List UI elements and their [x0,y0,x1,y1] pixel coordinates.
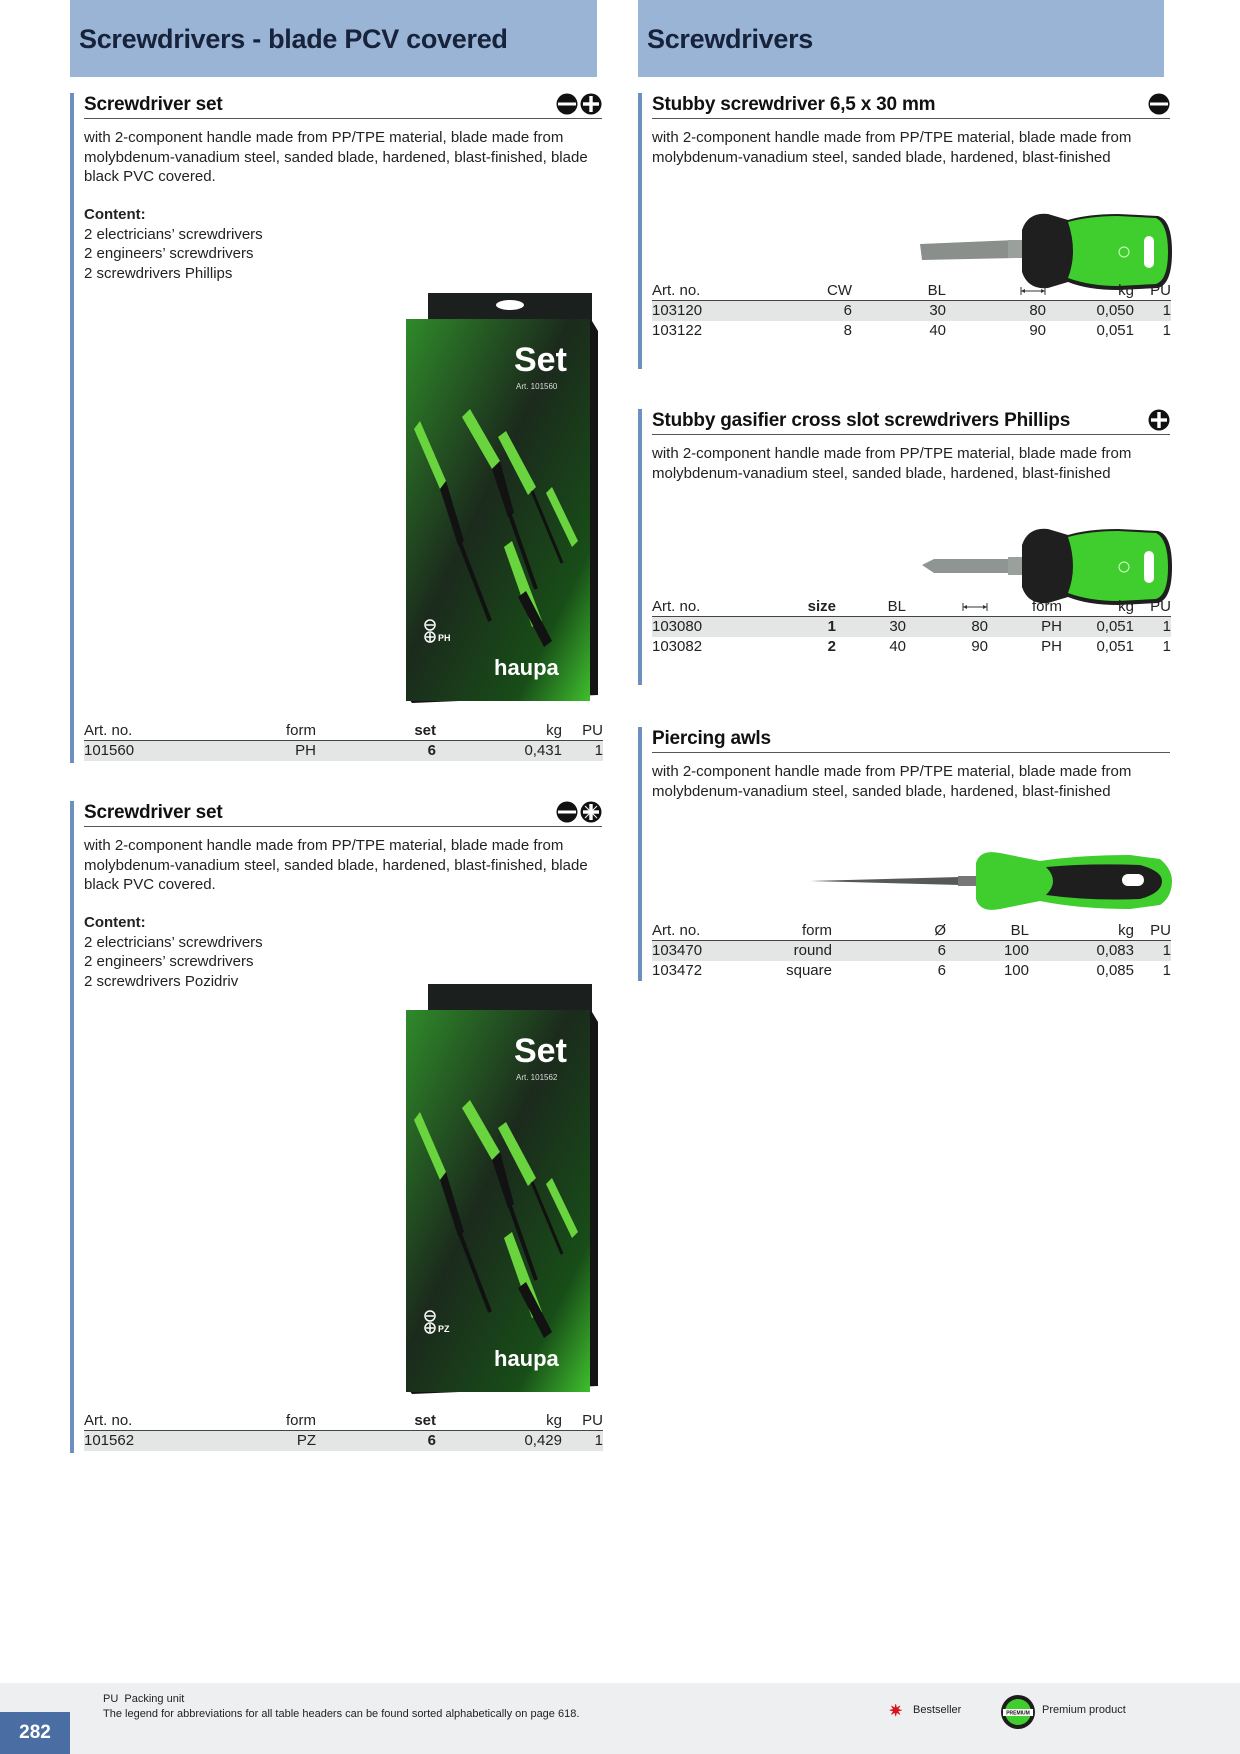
table-cell: 1 [1134,301,1171,322]
table-cell: square [786,962,832,979]
table-header-row [84,721,603,741]
column-header: Art. no. [652,921,752,941]
table-cell: 100 [1003,962,1029,979]
premium-badge-text: PREMIUM [1006,1710,1030,1717]
product-section-stubby-phillips [638,409,1178,685]
table-cell: 0,051 [1096,638,1134,655]
table-cell: 103082 [652,638,703,655]
table-row [652,617,1171,638]
table-cell: 0,085 [1096,962,1134,979]
table-cell: PH [988,617,1062,638]
section-description [652,128,1170,167]
table-cell: 6 [316,741,436,762]
column-header: kg [1046,281,1134,301]
product-image-set-box [402,291,598,705]
table-cell: 0,050 [1046,301,1134,322]
column-header: Art. no. [84,1411,244,1431]
table-cell: 1 [752,617,836,638]
table-cell: 1 [1134,941,1171,962]
column-header: kg [436,1411,562,1431]
table-cell: 103120 [652,301,752,322]
premium-badge-icon [1000,1694,1036,1730]
product-section-stubby-slotted [638,93,1178,369]
product-image-piercing-awl [810,849,1172,913]
column-header: kg [436,721,562,741]
product-table [84,1411,603,1451]
content-list [84,913,263,991]
product-image-set-box [402,982,598,1396]
table-cell: 103472 [652,962,703,979]
column-header-right [638,0,1164,77]
set-box-brand: haupa [494,655,559,680]
column-header-left [70,0,597,77]
column-header: Art. no. [652,281,752,301]
table-row [652,637,1171,657]
product-table [652,597,1171,657]
section-title: Stubby screwdriver 6,5 x 30 mm [652,94,936,115]
table-cell: 8 [843,322,852,339]
column-header: set [316,721,436,741]
set-box-type: PH [438,633,451,643]
page-title-right: Screwdrivers [647,24,814,54]
table-header-row [84,1411,603,1431]
table-row [652,301,1171,322]
table-cell: 40 [929,322,946,339]
column-header: BL [852,281,946,301]
table-cell: 6 [316,1431,436,1452]
desc-line: with 2-component handle made from PP/TPE material, blade made from [652,763,1132,780]
phillips-tip-icon [580,93,602,115]
table-cell: 101560 [84,741,244,762]
phillips-tip-icon [1148,409,1170,431]
table-cell: 6 [832,941,946,962]
column-header: kg [1029,921,1134,941]
column-header: BL [836,597,906,617]
table-cell: PH [1041,638,1062,655]
product-section-set-pz [70,801,610,1453]
column-header: set [316,1411,436,1431]
set-box-art: Art. 101560 [516,382,558,391]
section-description [652,762,1170,801]
content-item: 2 screwdrivers Phillips [84,264,233,282]
table-cell: 30 [852,301,946,322]
column-header: form [752,921,832,941]
section-title: Piercing awls [652,728,771,749]
table-cell: 103470 [652,941,752,962]
set-box-word: Set [514,1032,567,1070]
content-item: 2 electricians’ screwdrivers [84,933,263,951]
column-header-length [946,281,1046,301]
slotted-tip-icon [556,801,578,823]
pozidriv-tip-icon [580,801,602,823]
desc-line: black PVC covered. [84,168,216,185]
section-title-bar [652,727,1170,753]
table-cell: 1 [1162,962,1171,979]
set-box-word: Set [514,341,567,379]
column-header: PU [1134,597,1171,617]
content-item: 2 engineers’ screwdrivers [84,953,254,970]
column-header-length [906,597,988,617]
table-cell: 103080 [652,617,752,638]
set-box-brand: haupa [494,1346,559,1371]
slotted-tip-icon [556,93,578,115]
content-item: 2 electricians’ screwdrivers [84,225,263,243]
table-cell: 1 [562,1431,603,1452]
column-header: PU [1134,921,1171,941]
content-list [84,205,263,283]
table-cell: 6 [937,962,946,979]
table-row [84,1431,603,1452]
page-number: 282 [0,1712,70,1754]
set-box-type: PZ [438,1324,450,1334]
column-header: form [244,1411,316,1431]
table-cell: 0,429 [436,1431,562,1452]
column-header: kg [1062,597,1134,617]
content-item: 2 screwdrivers Pozidriv [84,972,239,990]
column-header: PU [562,721,603,741]
set-box-art: Art. 101562 [516,1073,558,1082]
table-cell: 103122 [652,322,703,339]
table-cell: 0,051 [1062,617,1134,638]
section-title-bar [84,93,602,119]
tip-icons [556,801,602,823]
table-header-row [652,921,1171,941]
table-cell: 80 [946,301,1046,322]
table-cell: 30 [836,617,906,638]
table-cell: PZ [244,1431,316,1452]
table-cell: PH [244,741,316,762]
desc-line: molybdenum-vanadium steel, sanded blade, hardened, blast-finished [652,782,1111,800]
desc-line: molybdenum-vanadium steel, sanded blade, hardened, blast-finished [652,464,1111,482]
table-row [652,321,1171,341]
table-cell: 1 [1134,617,1171,638]
pu-text: Packing unit [124,1693,185,1705]
table-cell: 90 [971,638,988,655]
section-title: Screwdriver set [84,802,223,823]
table-header-row [652,281,1171,301]
tip-icons [1148,93,1170,115]
table-cell: 1 [1162,638,1171,655]
desc-line: with 2-component handle made from PP/TPE material, blade made from [84,129,564,146]
product-table [84,721,603,761]
section-description [652,444,1170,483]
column-header: form [988,597,1062,617]
section-title-bar [652,93,1170,119]
desc-line: with 2-component handle made from PP/TPE material, blade made from [652,445,1132,462]
column-header: size [752,597,836,617]
product-section-piercing-awls [638,727,1178,981]
table-header-row [652,597,1171,617]
desc-line: molybdenum-vanadium steel, sanded blade, hardened, blast-finished, blade [84,856,588,874]
pu-abbreviation: PU [103,1693,119,1705]
footer-pu-note [103,1693,184,1705]
product-table [652,921,1171,981]
column-header: Art. no. [84,721,244,741]
column-header: CW [752,281,852,301]
section-description [84,836,602,895]
table-cell: round [752,941,832,962]
content-heading: Content: [84,206,146,223]
table-row [84,741,603,762]
desc-line: molybdenum-vanadium steel, sanded blade, hardened, blast-finished [652,148,1111,166]
table-row [652,941,1171,962]
table-row [652,961,1171,981]
table-cell: 90 [1029,322,1046,339]
table-cell: 80 [906,617,988,638]
desc-line: with 2-component handle made from PP/TPE material, blade made from [652,129,1132,146]
overall-length-icon [962,603,988,611]
column-header: Ø [832,921,946,941]
overall-length-icon [1020,287,1046,295]
desc-line: with 2-component handle made from PP/TPE material, blade made from [84,837,564,854]
bestseller-label: Bestseller [913,1704,962,1716]
section-title-bar [84,801,602,827]
column-header: PU [1134,281,1171,301]
footer-legend-note: The legend for abbreviations for all table headers can be found sorted alphabetically on page 618. [103,1708,580,1720]
page-title-left: Screwdrivers - blade PCV covered [79,24,508,54]
section-title: Stubby gasifier cross slot screwdrivers Phillips [652,410,1071,431]
section-title-bar [652,409,1170,435]
section-description [84,128,602,187]
content-heading: Content: [84,914,146,931]
desc-line: molybdenum-vanadium steel, sanded blade, hardened, blast-finished, blade [84,148,588,166]
content-item: 2 engineers’ screwdrivers [84,245,254,262]
table-cell: 0,431 [436,741,562,762]
table-cell: 101562 [84,1431,244,1452]
table-cell: 6 [752,301,852,322]
table-cell: 1 [562,741,603,762]
desc-line: black PVC covered. [84,876,216,893]
column-header: PU [562,1411,603,1431]
tip-icons [1148,409,1170,431]
table-cell: 1 [1162,322,1171,339]
column-header: form [244,721,316,741]
column-header: Art. no. [652,597,752,617]
table-cell: 100 [946,941,1029,962]
table-cell: 40 [889,638,906,655]
table-cell: 0,051 [1096,322,1134,339]
product-section-set-ph [70,93,610,763]
slotted-tip-icon [1148,93,1170,115]
section-title: Screwdriver set [84,94,223,115]
column-header: BL [946,921,1029,941]
product-table [652,281,1171,341]
bestseller-star-icon: ✷ [889,1703,903,1720]
premium-label: Premium product [1042,1704,1126,1716]
table-cell: 2 [827,638,836,655]
table-cell: 0,083 [1029,941,1134,962]
tip-icons [556,93,602,115]
